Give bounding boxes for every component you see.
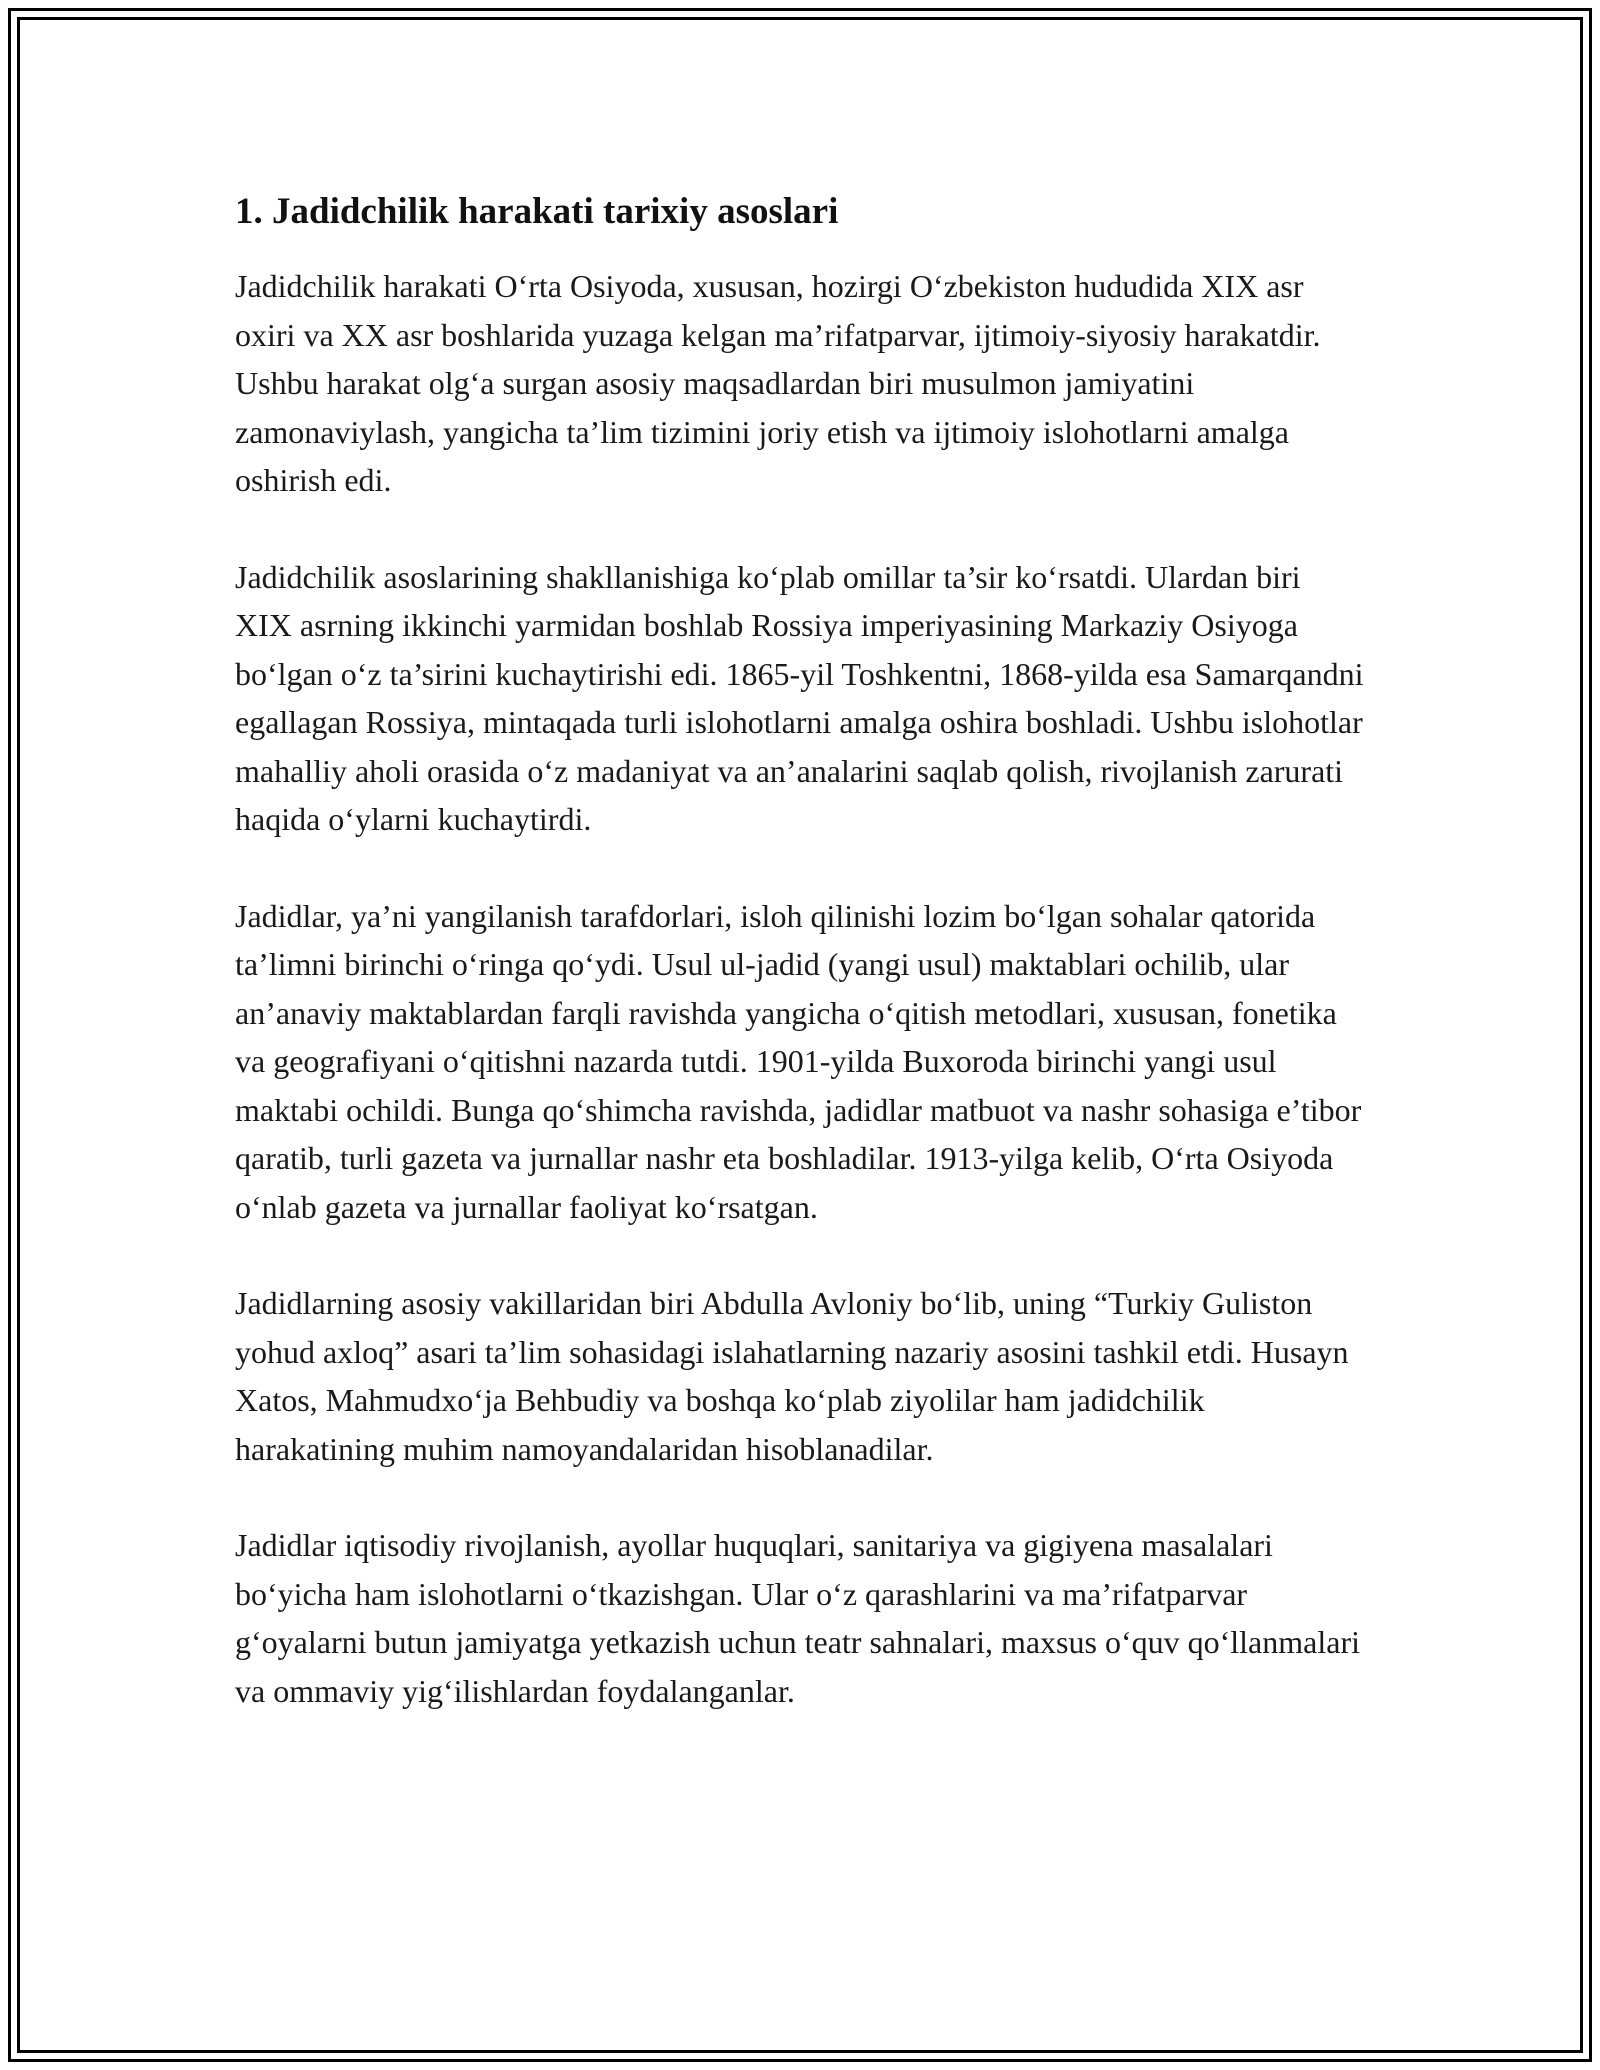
paragraph-3: Jadidlar, ya’ni yangilanish tarafdorlari, isloh qilinishi lozim bo‘lgan sohalar qatorida ta’limni birinchi o‘ringa qo‘ydi. Usul ul-jadid (yangi usul) maktablari ochilib, ular an’anaviy maktablardan farqli ravishda yangicha o‘qitish metodlari, xususan, fonetika va geografiyani o‘qitishni nazarda tutdi. 1901-yilda Buxoroda birinchi yangi usul maktabi ochildi. Bunga qo‘shimcha ravishda, jadidlar matbuot va nashr sohasiga e’tibor qaratib, turli gazeta va jurnallar nashr eta boshladilar. 1913-yilga kelib, O‘rta Osiyoda o‘nlab gazeta va jurnallar faoliyat ko‘rsatgan. bbox=[235, 897, 1362, 1225]
paragraph-5: Jadidlar iqtisodiy rivojlanish, ayollar huquqlari, sanitariya va gigiyena masalalari bo‘yicha ham islohotlarni o‘tkazishgan. Ular o‘z qarashlarini va ma’rifatparvar g‘oyalarni butun jamiyatga yetkazish uchun teatr sahnalari, maxsus o‘quv qo‘llanmalari va ommaviy yig‘ilishlardan foydalanganlar. bbox=[235, 1527, 1360, 1709]
paragraph-1: Jadidchilik harakati O‘rta Osiyoda, xususan, hozirgi O‘zbekiston hududida XIX asr oxiri va XX asr boshlarida yuzaga kelgan ma’rifatparvar, ijtimoiy-siyosiy harakatdir. Ushbu harakat olg‘a surgan asosiy maqsadlardan biri musulmon jamiyatini zamonaviylash, yangicha ta’lim tizimini joriy etish va ijtimoiy islohotlarni amalga oshirish edi. bbox=[235, 268, 1321, 498]
paragraph-4: Jadidlarning asosiy vakillaridan biri Abdulla Avloniy bo‘lib, uning “Turkiy Guliston yohud axloq” asari ta’lim sohasidagi islahatlarning nazariy asosini tashkil etdi. Husayn Xatos, Mahmudxo‘ja Behbudiy va boshqa ko‘plab ziyolilar ham jadidchilik harakatining muhim namoyandalaridan hisoblanadilar. bbox=[235, 1285, 1349, 1467]
section-heading: 1. Jadidchilik harakati tarixiy asoslari bbox=[235, 191, 839, 232]
paragraph-2: Jadidchilik asoslarining shakllanishiga ko‘plab omillar ta’sir ko‘rsatdi. Ulardan biri XIX asrning ikkinchi yarmidan boshlab Rossiya imperiyasining Markaziy Osiyoga bo‘lgan o‘z ta’sirini kuchaytirishi edi. 1865-yil Toshkentni, 1868-yilda esa Samarqandni egallagan Rossiya, mintaqada turli islohotlarni amalga oshira boshladi. Ushbu islohotlar mahalliy aholi orasida o‘z madaniyat va an’analarini saqlab qolish, rivojlanish zarurati haqida o‘ylarni kuchaytirdi. bbox=[235, 558, 1364, 837]
document-body bbox=[235, 188, 1365, 1763]
